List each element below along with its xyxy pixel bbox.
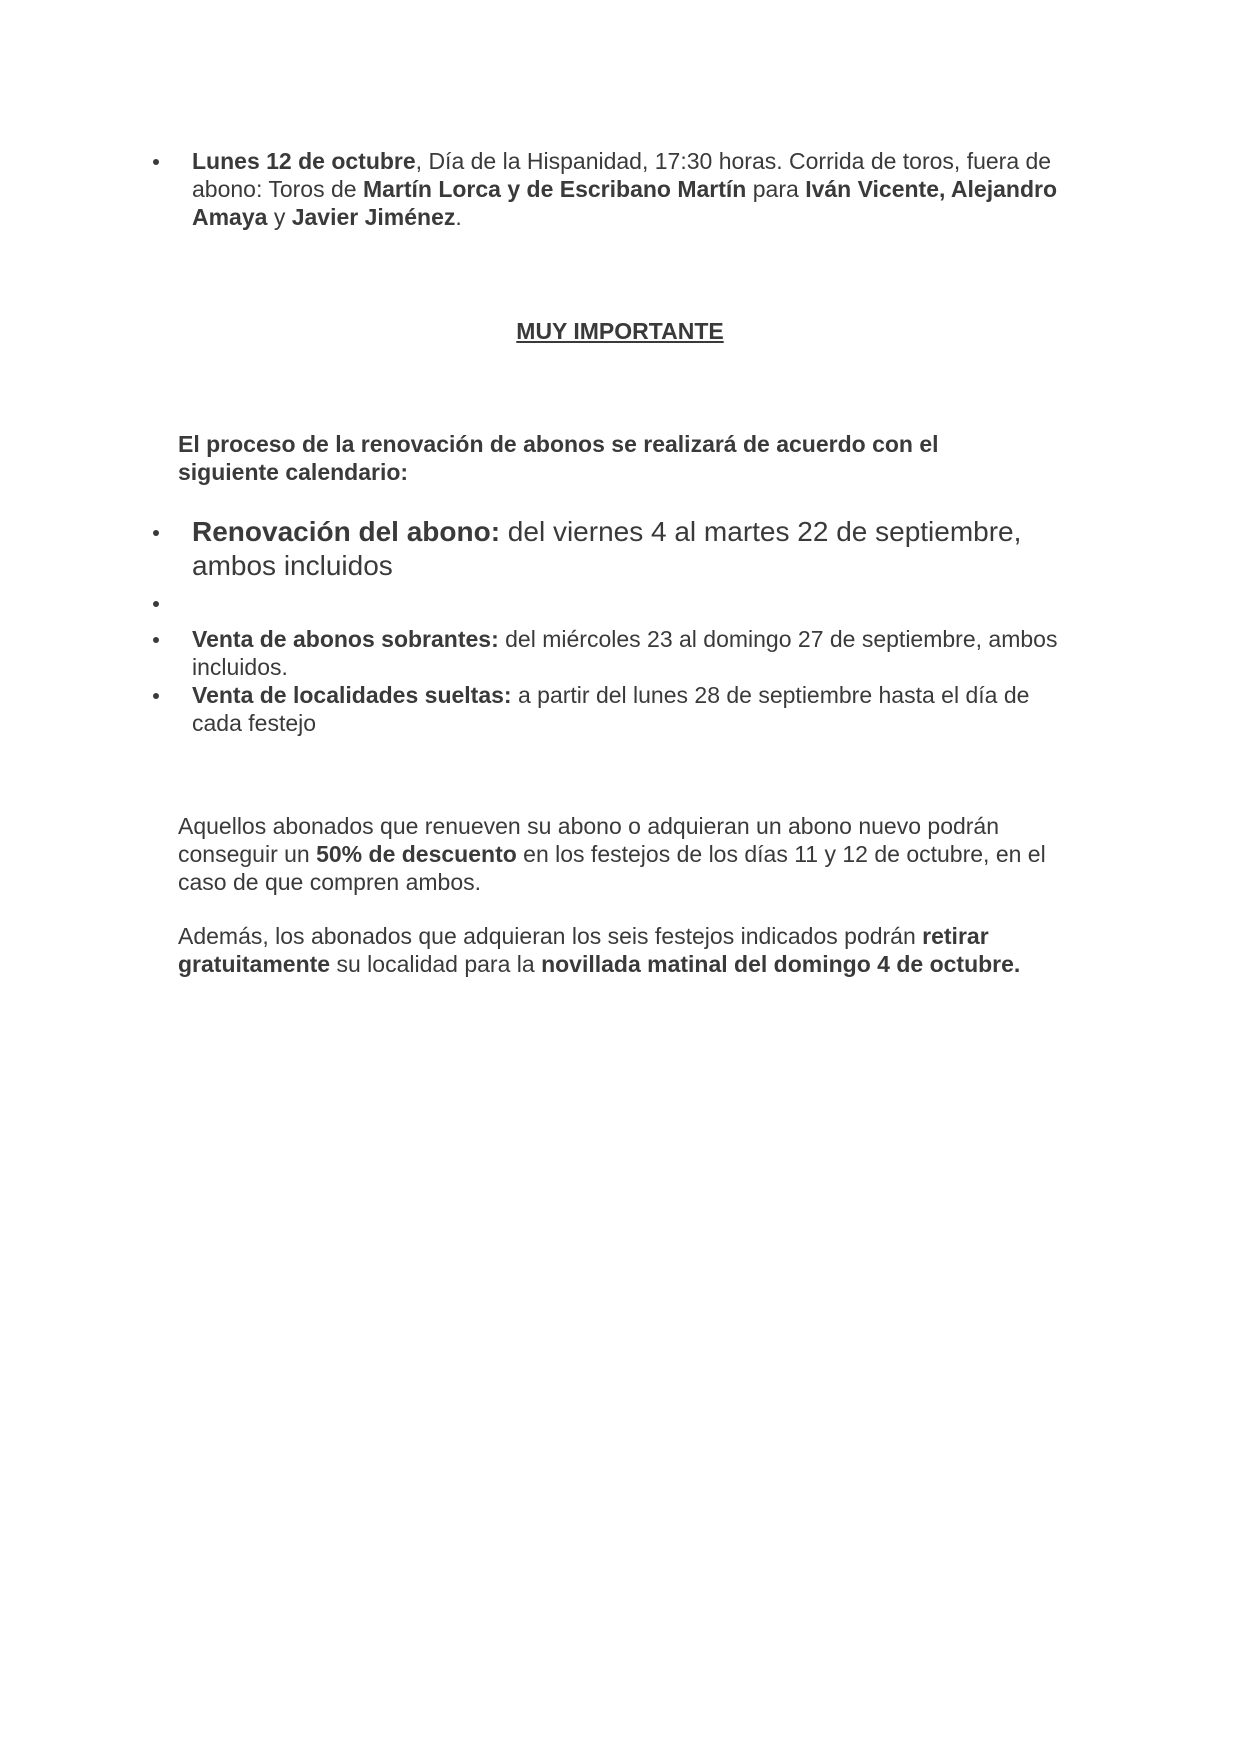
bullet-icon [153, 530, 159, 536]
calendar-item-sueltas [150, 681, 1070, 737]
bullet-icon [153, 601, 159, 607]
free-highlight: retirar gratuitamente [178, 923, 989, 977]
free-text: su localidad para la [330, 951, 542, 977]
free-text: Además, los abonados que adquieran los seis festejos indicados podrán [178, 923, 923, 949]
calendar-list [150, 515, 1070, 737]
bullet-icon [153, 693, 159, 699]
calendar-item-sobrantes [150, 625, 1070, 681]
event-text: . [455, 204, 462, 230]
event-date: Lunes 12 de octubre [192, 148, 416, 174]
event-text: y [267, 204, 292, 230]
event-item-oct12 [150, 147, 1070, 231]
bullet-icon [153, 637, 159, 643]
discount-highlight: 50% de descuento [316, 841, 517, 867]
discount-text: Aquellos abonados que renueven su abono o adquieran un abono nuevo podrán conseguir un [178, 813, 1000, 867]
free-ticket-paragraph [178, 922, 1078, 978]
event-list [150, 147, 1070, 231]
bullet-icon [153, 159, 159, 165]
calendar-label: Renovación del abono: [192, 516, 501, 547]
event-toreros: Iván Vicente, Alejandro Amaya [192, 176, 1057, 230]
calendar-text: del miércoles 23 al domingo 27 de septiembre, ambos incluidos. [192, 626, 1058, 680]
section-heading: MUY IMPORTANTE [516, 318, 724, 344]
event-text: para [746, 176, 806, 202]
calendar-text: del viernes 4 al martes 22 de septiembre, ambos incluidos [192, 516, 1022, 581]
event-text: , Día de la Hispanidad, 17:30 horas. Corrida de toros, fuera de abono: Toros de [192, 148, 1052, 202]
event-torero: Javier Jiménez [291, 204, 456, 230]
event-ganaderias: Martín Lorca y de Escribano Martín [362, 176, 747, 202]
calendar-item-empty [150, 589, 1070, 617]
calendar-label: Venta de localidades sueltas: [192, 682, 512, 708]
calendar-intro: El proceso de la renovación de abonos se realizará de acuerdo con el siguiente calendario: [178, 431, 939, 485]
free-highlight: novillada matinal del domingo 4 de octubre. [541, 951, 1021, 977]
calendar-text: a partir del lunes 28 de septiembre hasta el día de cada festejo [192, 682, 1030, 736]
discount-paragraph [178, 812, 1078, 896]
calendar-label: Venta de abonos sobrantes: [192, 626, 499, 652]
calendar-item-renovacion [150, 515, 1070, 583]
discount-text: en los festejos de los días 11 y 12 de octubre, en el caso de que compren ambos. [178, 841, 1046, 895]
